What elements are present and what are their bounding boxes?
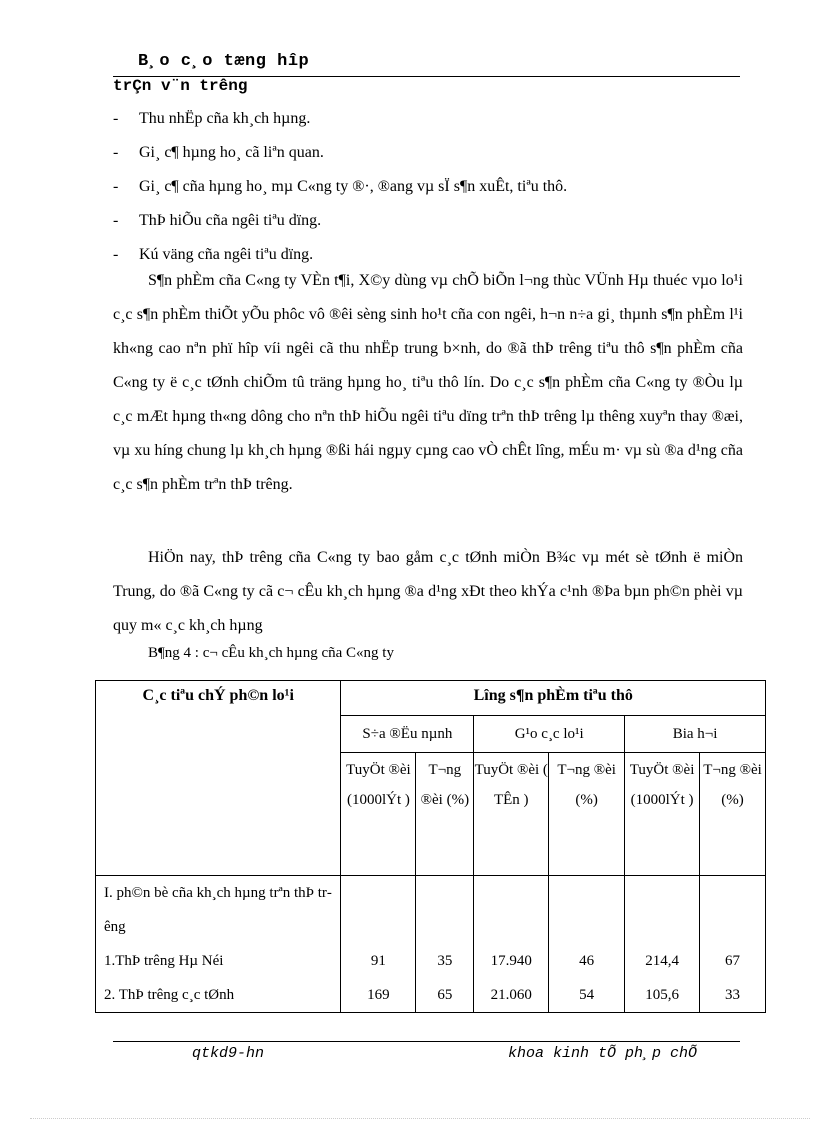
footer-right-text: khoa kinh tÕ ph¸p chÕ (508, 1045, 698, 1062)
table-cell (474, 876, 549, 1013)
list-item (113, 204, 743, 238)
list-item-text: Kú väng cña ngêi tiªu dïng. (139, 246, 314, 263)
paragraph-market (113, 541, 743, 643)
cell-value: 35 (437, 953, 453, 969)
paragraph-text: HiÖn nay, thÞ trêng cña C«ng ty bao gåm c¸c tØnh miÒn B¾c vµ mét sè tØnh ë miÒn Trung, do ®ã C«ng ty cã c¬ cÊu kh¸ch hµng ®a d¹ng xÐt theo khÝa c¹nh ®Þa bµn ph©n phèi vµ quy m« c¸c kh¸ch hµng (113, 549, 743, 634)
customer-structure-table (95, 680, 766, 1013)
row-label: 2. ThÞ trêng c¸c tØnh (104, 987, 235, 1003)
list-item (113, 102, 743, 136)
table-cell (625, 876, 700, 1013)
cell-value: 105,6 (645, 987, 679, 1003)
table-body-labels (96, 876, 341, 1013)
bullet-dash: - (113, 110, 119, 127)
cell-value: 46 (579, 953, 595, 969)
table-cell (700, 876, 766, 1013)
cell-value: 17.940 (490, 953, 532, 969)
paragraph-products (113, 264, 743, 502)
cell-value: 65 (437, 987, 453, 1003)
table-cell (549, 876, 625, 1013)
cell-value: 214,4 (645, 953, 679, 969)
report-title: B¸o c¸o tæng hîp (138, 52, 310, 71)
unit-header: T¬ng ®èi (%) (700, 753, 766, 876)
bullet-dash: - (113, 144, 119, 161)
list-item (113, 170, 743, 204)
table-caption: B¶ng 4 : c¬ cÊu kh¸ch hµng cña C«ng ty (148, 645, 394, 661)
unit-header: TuyÖt ®èi (1000lÝt ) (625, 753, 700, 876)
table-cell (416, 876, 474, 1013)
unit-header: TuyÖt ®èi ( TÊn ) (474, 753, 549, 876)
group-header: Bia h¬i (625, 716, 766, 753)
cell-value: 21.060 (490, 987, 532, 1003)
footer-left-text: qtkd9-hn (192, 1045, 265, 1062)
list-item (113, 136, 743, 170)
group-header: G¹o c¸c lo¹i (474, 716, 625, 753)
list-item-text: Thu nhËp cña kh¸ch hµng. (139, 110, 311, 127)
cell-value: 54 (579, 987, 595, 1003)
cell-value: 169 (367, 987, 390, 1003)
bullet-dash: - (113, 178, 119, 195)
footer-divider (113, 1041, 740, 1042)
list-item-text: Gi¸ c¶ hµng ho¸ cã liªn quan. (139, 144, 324, 161)
group-header: S÷a ®Ëu nµnh (341, 716, 474, 753)
author-name: trÇn v¨n trêng (113, 77, 248, 95)
list-item-text: Gi¸ c¶ cña hµng ho¸ mµ C«ng ty ®·, ®ang vµ sÏ s¶n xuÊt, tiªu thô. (139, 178, 568, 195)
cell-value: 67 (725, 953, 741, 969)
page-edge-divider (30, 1118, 810, 1119)
unit-header: T¬ng ®èi (%) (549, 753, 625, 876)
unit-header: T¬ng ®èi (%) (416, 753, 474, 876)
list-item-text: ThÞ hiÕu cña ngêi tiªu dïng. (139, 212, 322, 229)
cell-value: 91 (370, 953, 386, 969)
criteria-header: C¸c tiªu chÝ ph©n lo¹i (96, 681, 341, 876)
row-label: 1.ThÞ trêng Hµ Néi (104, 953, 224, 969)
section-label: I. ph©n bè cña kh¸ch hµng trªn thÞ trêng (104, 885, 332, 935)
unit-header: TuyÖt ®èi (1000lÝt ) (341, 753, 416, 876)
table-cell (341, 876, 416, 1013)
quantity-header: Lîng s¶n phÈm tiªu thô (341, 681, 766, 716)
bullet-dash: - (113, 246, 119, 263)
cell-value: 33 (725, 987, 741, 1003)
bullet-list (113, 102, 743, 272)
paragraph-text: S¶n phÈm cña C«ng ty VÈn t¶i, X©y dùng vµ chÕ biÕn l¬ng thùc VÜnh Hµ thuéc vµo lo¹i c¸c s¶n phÈm thiÕt yÕu phôc vô ®êi sèng sinh ho¹t cña con ngêi, h¬n n÷a gi¸ thµnh s¶n phÈm l¹i kh«ng cao nªn phï hîp víi ngêi cã thu nhËp trung b×nh, do ®ã thÞ trêng tiªu thô s¶n phÈm cña C«ng ty ë c¸c tØnh chiÕm tû träng hµng ho¸ tiªu thô lín. Do c¸c s¶n phÈm cña C«ng ty ®Òu lµ c¸c mÆt hµng th«ng dông cho nªn thÞ hiÕu ngêi tiªu dïng trªn thÞ trêng lµ thêng xuyªn thay ®æi, vµ xu híng chung lµ kh¸ch hµng ®ßi hái ngµy cµng cao vÒ chÊt lîng, mÉu m· vµ sù ®a d¹ng cña c¸c s¶n phÈm trªn thÞ trêng. (113, 272, 743, 493)
bullet-dash: - (113, 212, 119, 229)
